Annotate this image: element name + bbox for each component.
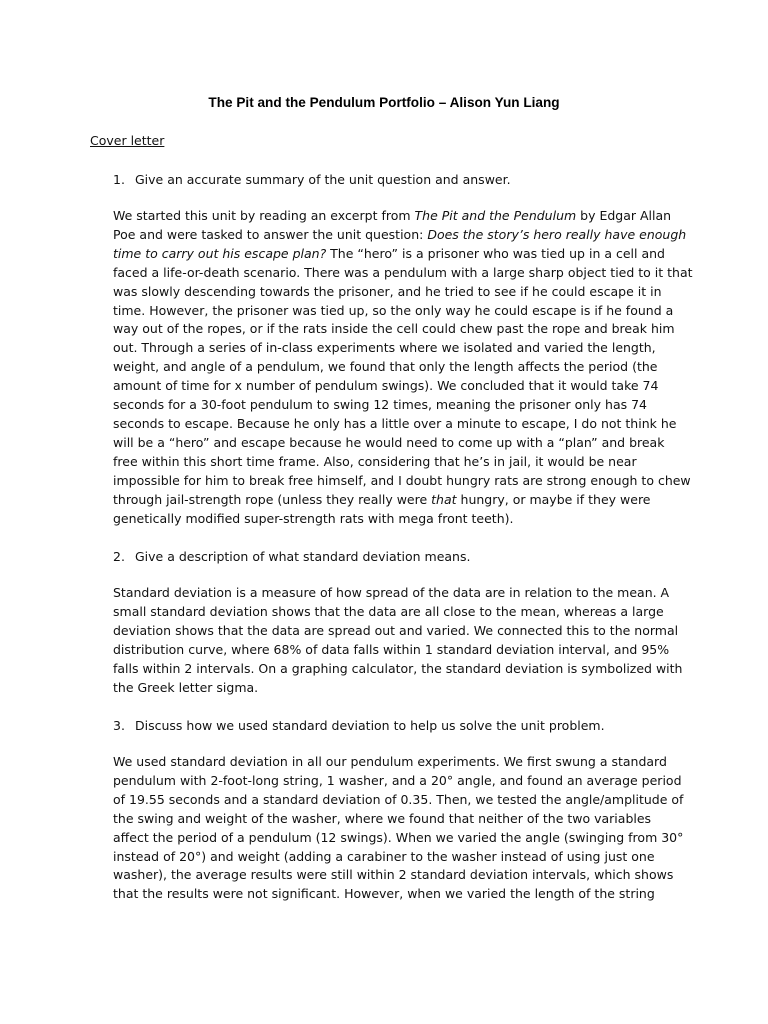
paragraph-line: falls within 2 intervals. On a graphing calculator, the standard deviation is symbolized with (113, 660, 683, 676)
paragraph-line: We used standard deviation in all our pendulum experiments. We first swung a standard (113, 754, 667, 769)
paragraph-line: faced a life-or-death scenario. There was a pendulum with a large sharp object tied to it that (113, 264, 693, 280)
text-run: through jail-strength rope (unless they really were (113, 491, 432, 507)
italic-text-run: that (431, 491, 457, 507)
question-1 (113, 170, 673, 189)
paragraph-line (113, 245, 683, 264)
paragraph-line: seconds for a 30-foot pendulum to swing 12 times, meaning the prisoner only has 74 (113, 397, 647, 413)
paragraph-line: will be a “hero” and escape because he would need to come up with a “plan” and break (113, 434, 665, 450)
italic-text-run: The Pit and the Pendulum (414, 208, 577, 223)
paragraph-line: way out of the ropes, or if the rats inside the cell could chew past the rope and break him (113, 321, 675, 337)
answer-1-paragraph (113, 207, 693, 528)
paragraph-line: free within this short time frame. Also, considering that he’s in jail, it would be near (113, 453, 637, 469)
paragraph-line: genetically modified super-strength rats with mega front teeth). (113, 510, 514, 526)
answer-3-paragraph (113, 753, 683, 904)
paragraph-line: small standard deviation shows that the data are all close to the mean, whereas a large (113, 603, 664, 619)
paragraph-line: weight, and angle of a pendulum, we found that only the length affects the period (the (113, 359, 658, 375)
question-3 (113, 716, 673, 735)
paragraph-line: the Greek letter sigma. (113, 679, 259, 695)
question-2 (113, 547, 673, 566)
paragraph-line: that the results were not significant. However, when we varied the length of the string (113, 886, 655, 902)
paragraph-line: amount of time for x number of pendulum swings). We concluded that it would take 74 (113, 378, 659, 394)
text-run: Poe and were tasked to answer the unit question: (113, 226, 428, 242)
question-number: 1. (113, 172, 125, 187)
text-run: We started this unit by reading an excerpt from (113, 208, 415, 223)
question-text: Discuss how we used standard deviation to help us solve the unit problem. (135, 718, 605, 733)
paragraph-line (113, 226, 687, 245)
answer-2-paragraph (113, 584, 683, 697)
paragraph-line: seconds to escape. Because he only has a little over a minute to escape, I do not think he (113, 415, 677, 431)
question-number: 2. (113, 549, 125, 564)
paragraph-line: instead of 20°) and weight (adding a carabiner to the washer instead of using just one (113, 848, 655, 864)
text-run: hungry, or maybe if they were (456, 491, 651, 507)
paragraph-line: impossible for him to break free himself, and I doubt hungry rats are strong enough to chew (113, 472, 691, 488)
question-number: 3. (113, 718, 125, 733)
paragraph-line: the swing and weight of the washer, where we found that neither of the two variables (113, 810, 652, 826)
text-run: by Edgar Allan (576, 208, 672, 223)
paragraph-line (113, 207, 683, 226)
paragraph-line: time. However, the prisoner was tied up, so the only way he could escape is if he found a (113, 302, 674, 318)
paragraph-line: of 19.55 seconds and a standard deviation of 0.35. Then, we tested the angle/amplitude of (113, 791, 684, 807)
question-text: Give a description of what standard deviation means. (135, 549, 471, 564)
italic-text-run: Does the story’s hero really have enough (427, 226, 687, 242)
document-title: The Pit and the Pendulum Portfolio – Alison Yun Liang (208, 95, 560, 110)
paragraph-line: affect the period of a pendulum (12 swings). When we varied the angle (swinging from 30° (113, 829, 684, 845)
paragraph-line: distribution curve, where 68% of data falls within 1 standard deviation interval, and 95% (113, 641, 670, 657)
paragraph-line (113, 491, 683, 510)
paragraph-line: was slowly descending towards the prisoner, and he tried to see if he could escape it in (113, 283, 662, 299)
paragraph-line: Standard deviation is a measure of how spread of the data are in relation to the mean. A (113, 585, 670, 600)
paragraph-line: pendulum with 2-foot-long string, 1 washer, and a 20° angle, and found an average period (113, 772, 682, 788)
paragraph-line: deviation shows that the data are spread out and varied. We connected this to the normal (113, 622, 679, 638)
section-heading-cover-letter: Cover letter (90, 133, 165, 148)
italic-text-run: time to carry out his escape plan? (113, 245, 327, 261)
paragraph-line: washer), the average results were still within 2 standard deviation intervals, which shows (113, 867, 674, 883)
question-text: Give an accurate summary of the unit question and answer. (135, 172, 511, 187)
text-run: The “hero” is a prisoner who was tied up in a cell and (326, 245, 665, 261)
paragraph-line: out. Through a series of in-class experiments where we isolated and varied the length, (113, 340, 656, 356)
